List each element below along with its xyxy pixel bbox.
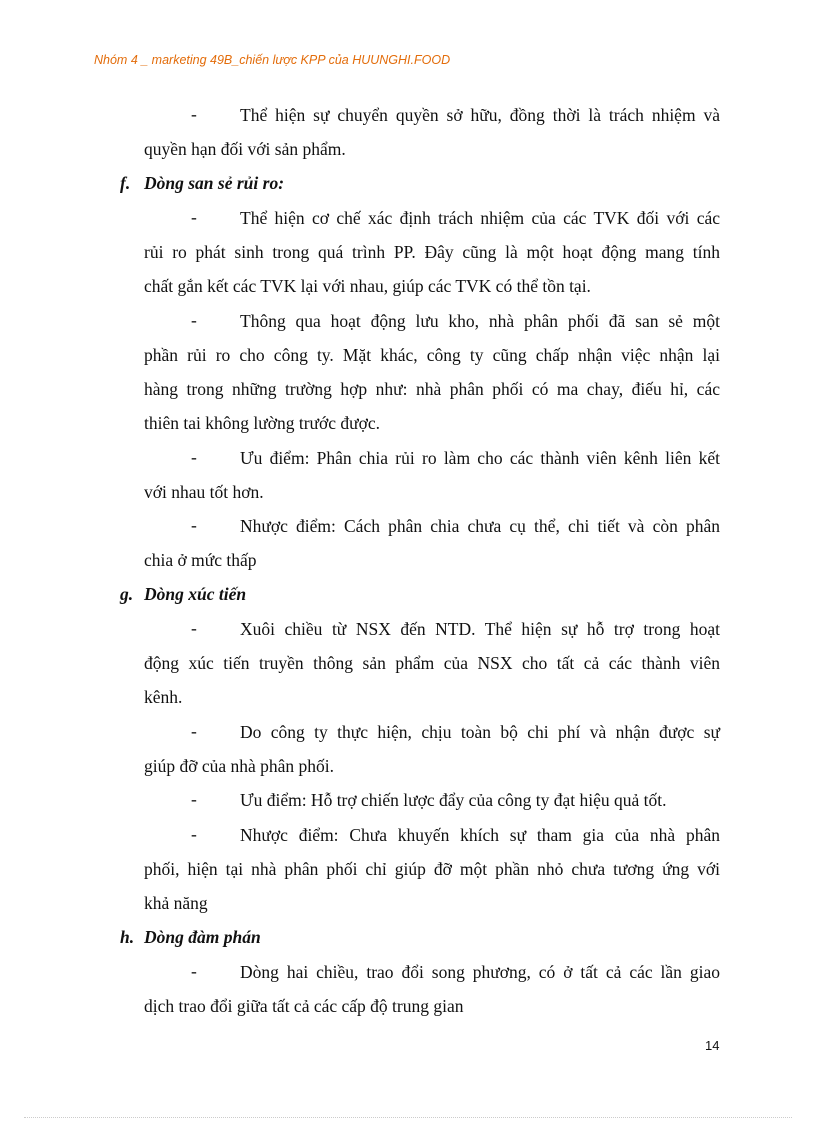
paragraph-line: Nhược điểm: Chưa khuyến khích sự tham gia của nhà phân (240, 825, 720, 845)
section-heading-h (120, 927, 261, 948)
paragraph-line: chia ở mức thấp (144, 550, 257, 570)
page-number: 14 (705, 1038, 720, 1053)
bullet-dash: - (191, 447, 197, 467)
paragraph-line: phần rủi ro cho công ty. Mặt khác, công ty cũng chấp nhận việc nhận lại (144, 345, 720, 365)
paragraph-line: hàng trong những trường hợp như: nhà phân phối có ma chay, điếu hỉ, các (144, 379, 720, 399)
section-heading-f (120, 173, 284, 194)
footer-divider (24, 1117, 792, 1118)
paragraph-line: động xúc tiến truyền thông sản phẩm của NSX cho tất cả các thành viên (144, 653, 720, 673)
section-letter: f. (120, 173, 131, 193)
section-heading-g (120, 584, 246, 605)
bullet-dash: - (191, 207, 197, 227)
section-title: Dòng đàm phán (144, 927, 261, 947)
paragraph-line: Ưu điểm: Hỗ trợ chiến lược đẩy của công ty đạt hiệu quả tốt. (240, 790, 667, 810)
paragraph-line: giúp đỡ của nhà phân phối. (144, 756, 335, 776)
paragraph-line: Xuôi chiều từ NSX đến NTD. Thể hiện sự hỗ trợ trong hoạt (240, 619, 720, 639)
document-header: Nhóm 4 _ marketing 49B_chiến lược KPP của HUUNGHI.FOOD (94, 53, 451, 67)
paragraph-line: phối, hiện tại nhà phân phối chỉ giúp đỡ một phần nhỏ chưa tương ứng với (144, 859, 720, 879)
paragraph-line: Dòng hai chiều, trao đổi song phương, có ở tất cả các lần giao (240, 962, 720, 982)
paragraph-line: dịch trao đổi giữa tất cả các cấp độ trung gian (144, 996, 464, 1016)
paragraph-line: chất gắn kết các TVK lại với nhau, giúp các TVK có thể tồn tại. (144, 276, 591, 296)
bullet-dash: - (191, 515, 197, 535)
bullet-dash: - (191, 789, 197, 809)
paragraph-line: khả năng (144, 893, 208, 913)
bullet-dash: - (191, 310, 197, 330)
bullet-dash: - (191, 721, 197, 741)
paragraph-line: Nhược điểm: Cách phân chia chưa cụ thể, chi tiết và còn phân (240, 516, 720, 536)
section-letter: h. (120, 927, 135, 947)
bullet-dash: - (191, 618, 197, 638)
section-title: Dòng xúc tiến (144, 584, 247, 604)
paragraph-line: với nhau tốt hơn. (144, 482, 264, 502)
bullet-dash: - (191, 824, 197, 844)
paragraph-line: Thông qua hoạt động lưu kho, nhà phân phối đã san sẻ một (240, 311, 720, 331)
bullet-dash: - (191, 961, 197, 981)
bullet-dash: - (191, 104, 197, 124)
section-letter: g. (120, 584, 134, 604)
section-title: Dòng san sẻ rủi ro: (144, 173, 285, 193)
paragraph-line: thiên tai không lường trước được. (144, 413, 381, 433)
paragraph-line: Thể hiện sự chuyển quyền sở hữu, đồng thời là trách nhiệm và (240, 105, 720, 125)
paragraph-line: kênh. (144, 687, 183, 707)
paragraph-line: rủi ro phát sinh trong quá trình PP. Đây cũng là một hoạt động mang tính (144, 242, 720, 262)
paragraph-line: quyền hạn đối với sản phẩm. (144, 139, 346, 159)
paragraph-line: Ưu điểm: Phân chia rủi ro làm cho các thành viên kênh liên kết (240, 448, 720, 468)
paragraph-line: Do công ty thực hiện, chịu toàn bộ chi phí và nhận được sự (240, 722, 720, 742)
paragraph-line: Thể hiện cơ chế xác định trách nhiệm của các TVK đối với các (240, 208, 720, 228)
